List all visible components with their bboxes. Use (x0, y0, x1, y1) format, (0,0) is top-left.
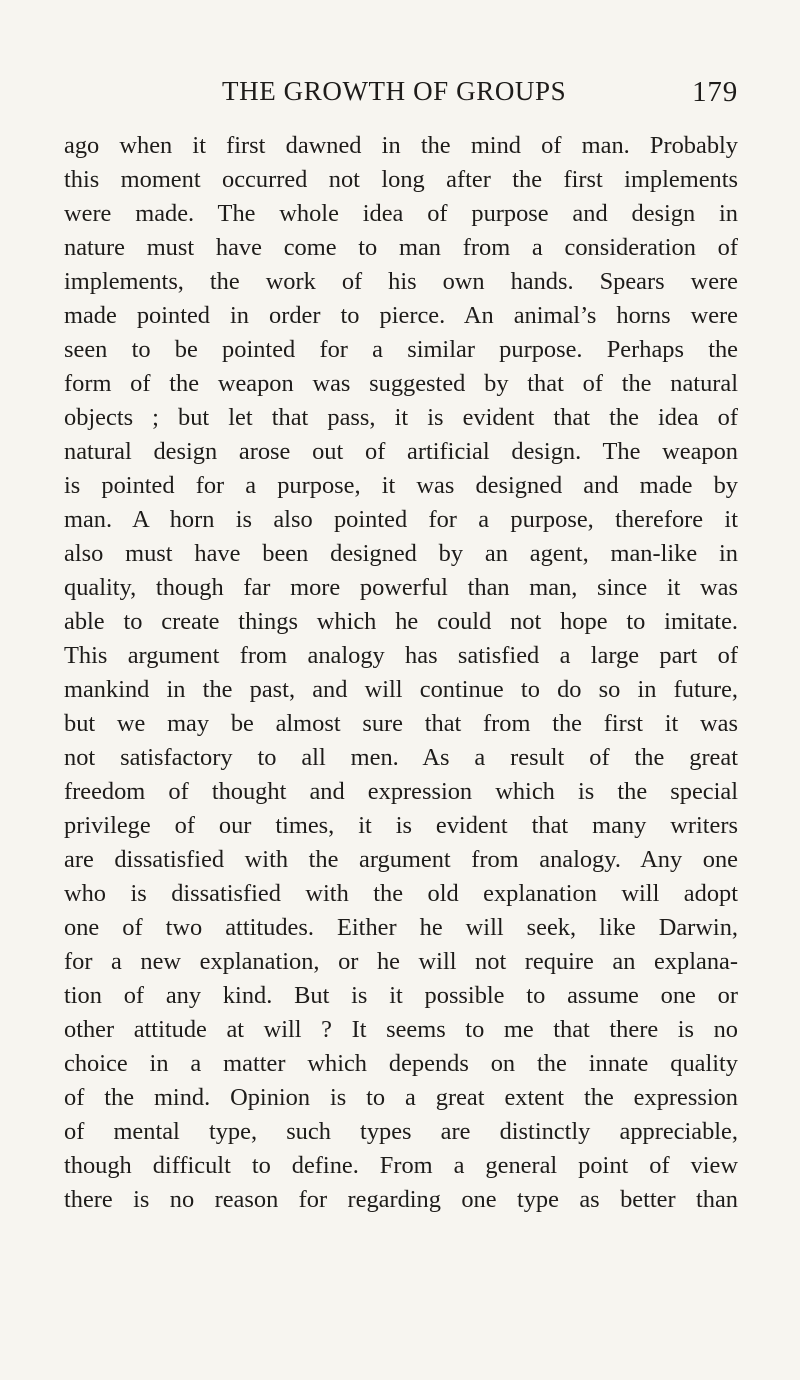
text-line: ago when it first dawned in the mind of man. Probably (64, 132, 738, 159)
text-line: are dissatisfied with the argument from analogy. Any one (64, 846, 738, 873)
text-line: This argument from analogy has satisfied a large part of (64, 642, 738, 669)
text-line: other attitude at will ? It seems to me that there is no (64, 1016, 738, 1043)
text-line: who is dissatisfied with the old explanation will adopt (64, 880, 738, 907)
running-head (222, 76, 738, 116)
text-line: of mental type, such types are distinctly appreciable, (64, 1118, 738, 1145)
text-line: made pointed in order to pierce. An animal’s horns were (64, 302, 738, 329)
text-line: this moment occurred not long after the first implements (64, 166, 738, 193)
text-line: were made. The whole idea of purpose and design in (64, 200, 738, 227)
text-line: objects ; but let that pass, it is evident that the idea of (64, 404, 738, 431)
text-line: tion of any kind. But is it possible to assume one or (64, 982, 738, 1009)
text-line: mankind in the past, and will continue to do so in future, (64, 676, 738, 703)
text-line: man. A horn is also pointed for a purpose, therefore it (64, 506, 738, 533)
text-line: natural design arose out of artificial design. The weapon (64, 438, 738, 465)
text-line: also must have been designed by an agent, man-like in (64, 540, 738, 567)
text-line: there is no reason for regarding one type as better than (64, 1186, 738, 1213)
text-line: privilege of our times, it is evident that many writers (64, 812, 738, 839)
text-line: quality, though far more powerful than man, since it was (64, 574, 738, 601)
text-line: freedom of thought and expression which is the special (64, 778, 738, 805)
text-line: form of the weapon was suggested by that of the natural (64, 370, 738, 397)
page-number: 179 (692, 76, 738, 108)
text-line: is pointed for a purpose, it was designed and made by (64, 472, 738, 499)
text-line: but we may be almost sure that from the first it was (64, 710, 738, 737)
text-line: not satisfactory to all men. As a result of the great (64, 744, 738, 771)
text-line: implements, the work of his own hands. Spears were (64, 268, 738, 295)
text-line: for a new explanation, or he will not require an explana- (64, 948, 738, 975)
text-line: though difficult to define. From a general point of view (64, 1152, 738, 1179)
text-line: one of two attitudes. Either he will seek, like Darwin, (64, 914, 738, 941)
text-line: able to create things which he could not hope to imitate. (64, 608, 738, 635)
running-title: THE GROWTH OF GROUPS (222, 76, 567, 106)
text-line: nature must have come to man from a consideration of (64, 234, 738, 261)
text-line: choice in a matter which depends on the innate quality (64, 1050, 738, 1077)
body-text (64, 129, 738, 1217)
text-line: seen to be pointed for a similar purpose. Perhaps the (64, 336, 738, 363)
text-line: of the mind. Opinion is to a great extent the expression (64, 1084, 738, 1111)
